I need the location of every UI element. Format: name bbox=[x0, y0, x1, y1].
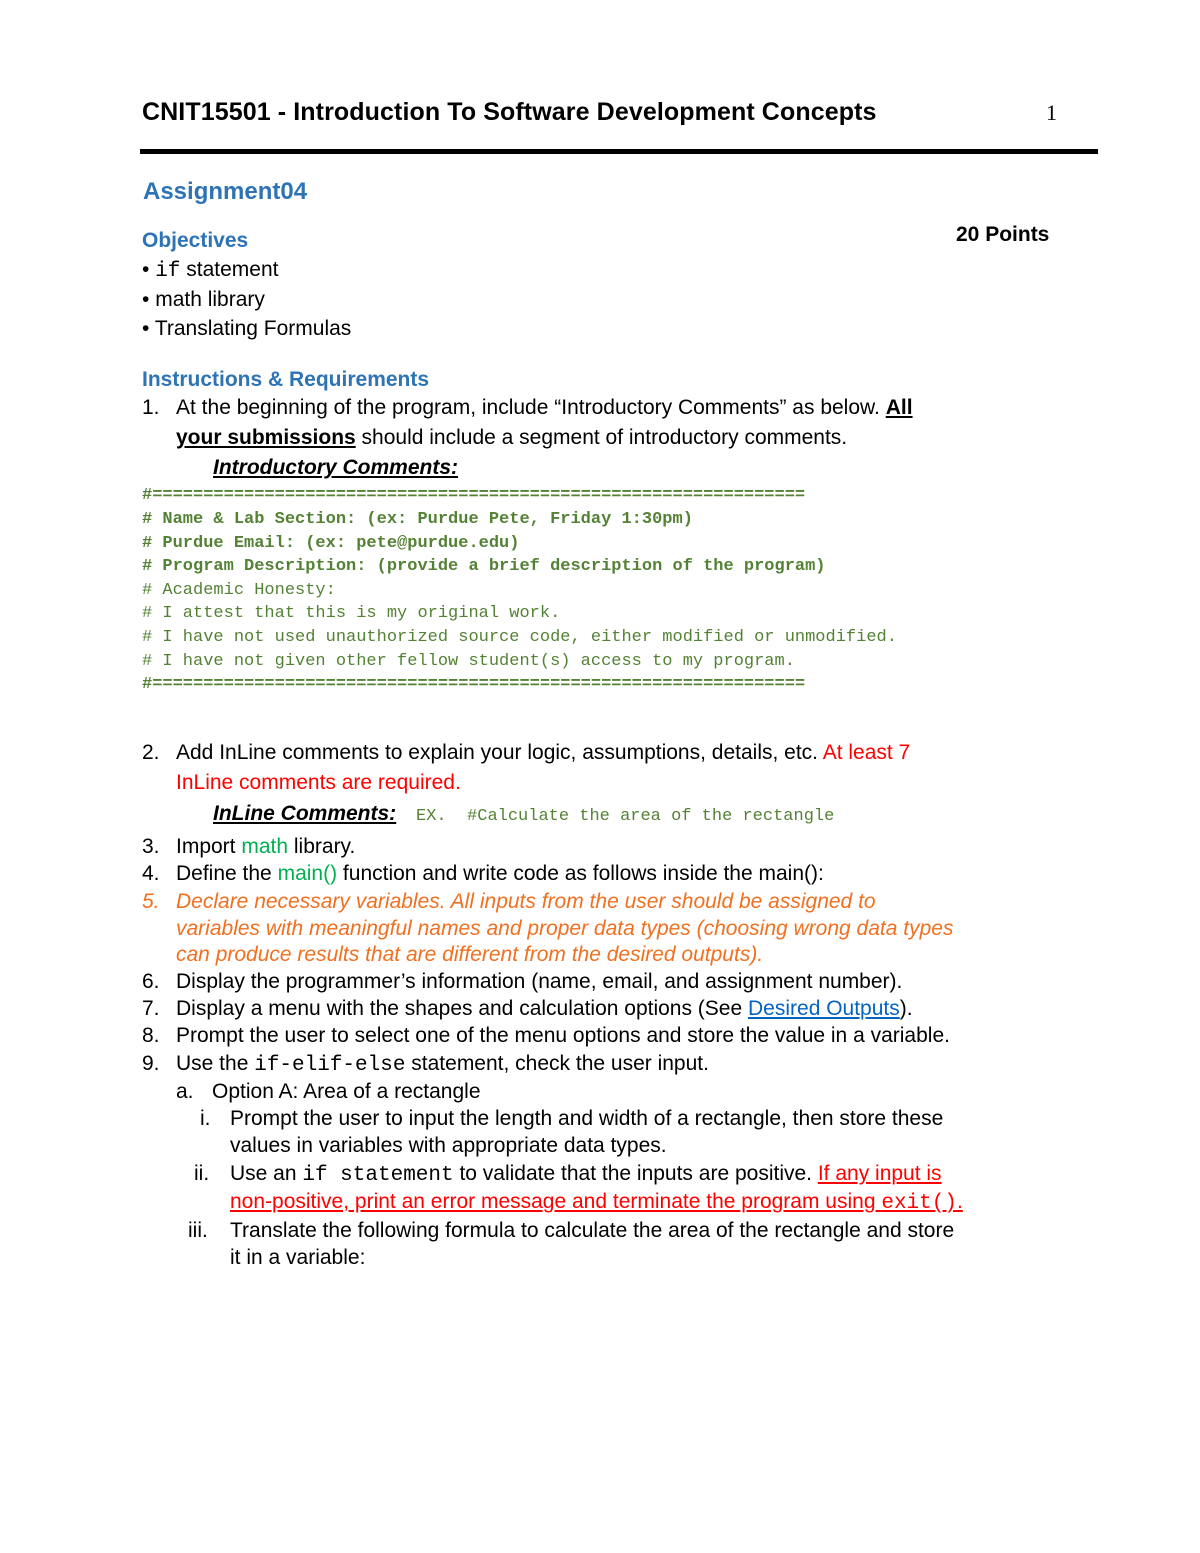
step9-text: Use the if-elif-else statement, check the user input. bbox=[176, 1052, 709, 1077]
sub-i-text: Prompt the user to input the length and width of a rectangle, then store these bbox=[230, 1107, 944, 1130]
comment-line: # I attest that this is my original work. bbox=[142, 604, 561, 623]
sub-ii-text-cont: non-positive, print an error message and terminate the program using exit(). bbox=[230, 1190, 963, 1215]
comment-line: # Name & Lab Section: (ex: Purdue Pete, Friday 1:30pm) bbox=[142, 510, 693, 529]
inline-comment-example: EX. #Calculate the area of the rectangle bbox=[416, 807, 835, 826]
comment-line: # Academic Honesty: bbox=[142, 581, 336, 600]
comment-line: # I have not used unauthorized source code, either modified or unmodified. bbox=[142, 628, 897, 647]
step2-text-cont: InLine comments are required. bbox=[176, 771, 461, 794]
inline-comments-heading: InLine Comments: bbox=[213, 802, 397, 825]
sub-step-letter: a. bbox=[176, 1080, 194, 1103]
objective-item: • math library bbox=[142, 288, 265, 311]
introductory-comments-heading: Introductory Comments: bbox=[213, 456, 459, 479]
step2-text: Add InLine comments to explain your logic, assumptions, details, etc. At least 7 bbox=[176, 741, 911, 764]
step-number: 8. bbox=[142, 1024, 160, 1047]
bullet-icon: • bbox=[142, 258, 150, 281]
step5-text-cont: variables with meaningful names and proper data types (choosing wrong data types bbox=[176, 917, 954, 940]
comment-line: #================================================================ bbox=[142, 675, 806, 694]
bullet-icon: • bbox=[142, 317, 150, 340]
roman-numeral: iii. bbox=[188, 1219, 208, 1242]
step-number: 6. bbox=[142, 970, 160, 993]
step5-text-cont: can produce results that are different from the desired outputs). bbox=[176, 943, 764, 966]
comment-line: #================================================================ bbox=[142, 486, 806, 505]
step4-text: Define the main() function and write code as follows inside the main(): bbox=[176, 862, 824, 885]
comment-line: # Program Description: (provide a brief description of the program) bbox=[142, 557, 826, 576]
step3-text: Import math library. bbox=[176, 835, 356, 858]
objective-item: • if statement bbox=[142, 258, 279, 283]
step-number: 5. bbox=[142, 890, 160, 913]
header-rule bbox=[140, 149, 1098, 154]
option-a-text: Option A: Area of a rectangle bbox=[212, 1080, 481, 1103]
step-number: 9. bbox=[142, 1052, 160, 1075]
bullet-icon: • bbox=[142, 288, 150, 311]
roman-numeral: ii. bbox=[194, 1162, 210, 1185]
roman-numeral: i. bbox=[200, 1107, 211, 1130]
sub-i-text-cont: values in variables with appropriate data types. bbox=[230, 1134, 667, 1157]
step-number: 4. bbox=[142, 862, 160, 885]
comment-line: # Purdue Email: (ex: pete@purdue.edu) bbox=[142, 534, 520, 553]
step1-text-cont: your submissions should include a segment of introductory comments. bbox=[176, 426, 848, 449]
comment-line: # I have not given other fellow student(s) access to my program. bbox=[142, 652, 795, 671]
step1-text: At the beginning of the program, include “Introductory Comments” as below. All bbox=[176, 396, 913, 419]
objectives-heading: Objectives bbox=[142, 229, 249, 252]
objective-item: • Translating Formulas bbox=[142, 317, 352, 340]
page-number: 1 bbox=[1046, 100, 1057, 125]
inline-comments-row bbox=[213, 802, 834, 826]
step-number: 3. bbox=[142, 835, 160, 858]
step-number: 1. bbox=[142, 396, 160, 419]
course-title: CNIT15501 - Introduction To Software Development Concepts bbox=[142, 98, 877, 126]
points-label: 20 Points bbox=[956, 223, 1050, 246]
step8-text: Prompt the user to select one of the menu options and store the value in a variable. bbox=[176, 1024, 950, 1047]
sub-iii-text: Translate the following formula to calculate the area of the rectangle and store bbox=[230, 1219, 955, 1242]
sub-ii-text: Use an if statement to validate that the inputs are positive. If any input is bbox=[230, 1162, 942, 1187]
step-number: 2. bbox=[142, 741, 160, 764]
step7-text: Display a menu with the shapes and calculation options (See Desired Outputs). bbox=[176, 997, 913, 1020]
step-number: 7. bbox=[142, 997, 160, 1020]
sub-iii-text-cont: it in a variable: bbox=[230, 1246, 366, 1269]
instructions-heading: Instructions & Requirements bbox=[142, 368, 430, 391]
desired-outputs-link[interactable]: Desired Outputs bbox=[748, 997, 900, 1020]
assignment-title: Assignment04 bbox=[143, 178, 308, 205]
step6-text: Display the programmer’s information (name, email, and assignment number). bbox=[176, 970, 903, 993]
step5-text: Declare necessary variables. All inputs from the user should be assigned to bbox=[176, 890, 876, 913]
